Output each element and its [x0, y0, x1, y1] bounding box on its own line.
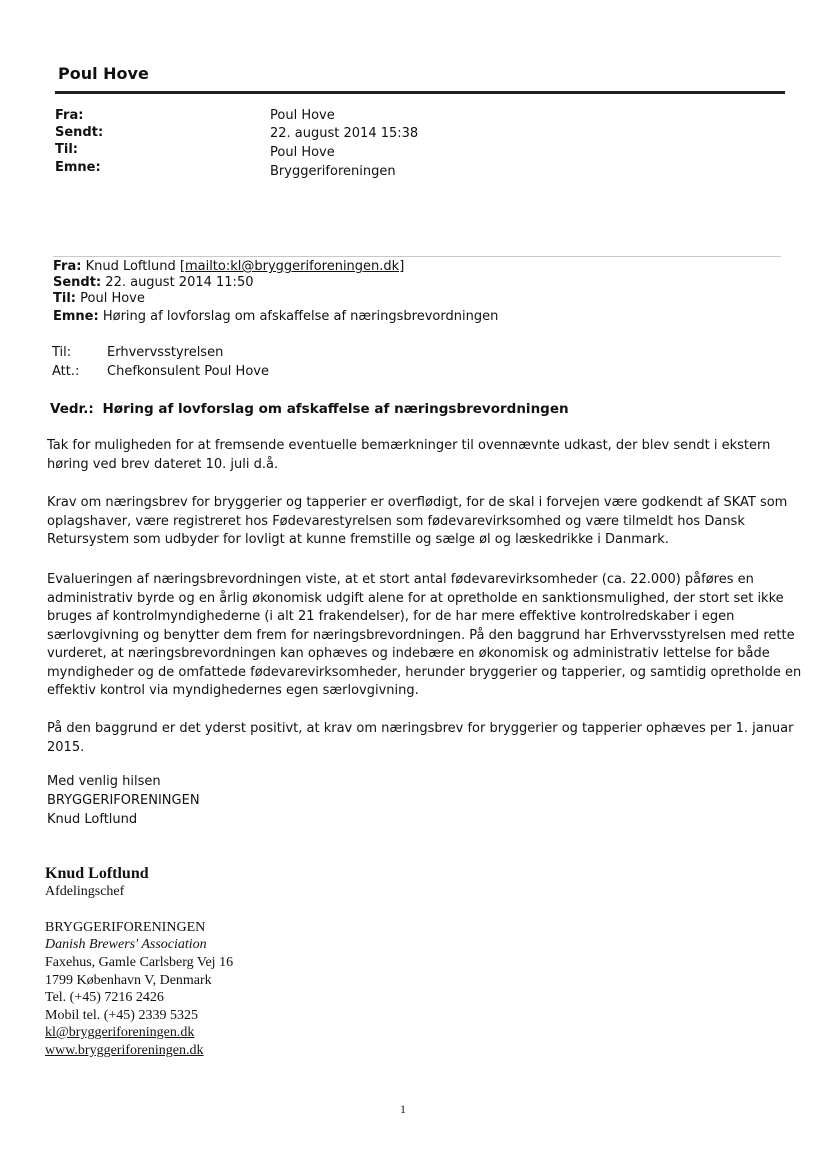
signature-address-1: Faxehus, Gamle Carlsberg Vej 16	[45, 955, 234, 970]
body-line: 2015.	[47, 739, 85, 755]
body-line: administrativ byrde og en årlig økonomisk udgift alene for at opretholde en sanktionsmulighed, der stort set ikke	[47, 590, 784, 606]
header-subject-label: Emne:	[55, 160, 101, 175]
body-line: Evalueringen af næringsbrevordningen viste, at et stort antal fødevarevirksomheder (ca. 22.000) påføres en	[47, 572, 754, 587]
signature-org: BRYGGERIFORENINGEN	[45, 920, 206, 935]
body-line: særlovgivning og benytter dem frem for næringsbrevordningen. På den baggrund har Erhvervsstyrelsen med rette	[47, 627, 795, 643]
signature-name: Knud Loftlund	[45, 865, 149, 882]
letter-att-label: Att.:	[52, 364, 80, 379]
body-line: Tak for muligheden for at fremsende eventuelle bemærkninger til ovennævnte udkast, der blev sendt i ekstern	[47, 438, 771, 453]
body-line: Krav om næringsbrev for bryggerier og tapperier er overflødigt, for de skal i forvejen være godkendt af SKAT som	[47, 495, 788, 510]
letter-to-label: Til:	[52, 345, 72, 360]
header-from-label: Fra:	[55, 108, 84, 123]
closing-name: Knud Loftlund	[47, 812, 138, 827]
signature-title: Afdelingschef	[45, 884, 125, 899]
body-line: På den baggrund er det yderst positivt, at krav om næringsbrev for bryggerier og tapperier ophæves per 1. januar	[47, 721, 794, 736]
forward-from-name: Knud Loftlund	[85, 259, 176, 274]
letter-subject-value: Høring af lovforslag om afskaffelse af næringsbrevordningen	[102, 401, 569, 417]
header-to-label: Til:	[55, 142, 78, 157]
header-from-value: Poul Hove	[270, 108, 335, 123]
letter-subject-label: Vedr.:	[50, 401, 94, 417]
forward-divider	[53, 256, 781, 257]
header-to-value: Poul Hove	[270, 145, 335, 160]
forward-to-label: Til:	[53, 291, 76, 306]
signature-web-link[interactable]: www.bryggeriforeningen.dk	[45, 1043, 204, 1058]
body-line: høring ved brev dateret 10. juli d.å.	[47, 456, 279, 472]
title-divider	[55, 91, 785, 94]
body-line: myndigheder og de omfattede fødevarevirksomheder, herunder bryggerier og tapperier, og samtidig opretholde en	[47, 664, 802, 680]
closing-org: BRYGGERIFORENINGEN	[47, 793, 200, 808]
header-sent-label: Sendt:	[55, 125, 104, 140]
body-line: vurderet, at næringsbrevordningen kan ophæves og indebære en økonomisk og administrativ lettelse for både	[47, 646, 770, 661]
body-line: bruges af kontrolmyndighederne (i alt 21 frakendelser), for de har mere effektive kontrolredskaber i egen	[47, 609, 735, 624]
closing-greeting: Med venlig hilsen	[47, 774, 161, 789]
body-paragraph-4	[47, 720, 793, 757]
forward-from-label: Fra:	[53, 259, 82, 274]
forward-sent-label: Sendt:	[53, 275, 102, 290]
forward-sent-value: 22. august 2014 11:50	[105, 275, 254, 290]
forward-from-mail-link[interactable]: [mailto:kl@bryggeriforeningen.dk]	[179, 259, 405, 274]
body-line: Retursystem som udbyder for lovligt at kunne fremstille og sælge øl og læskedrikke i Danmark.	[47, 532, 669, 547]
forward-sent-line	[53, 275, 253, 290]
body-line: effektiv kontrol via myndighedernes egen særlovgivning.	[47, 683, 419, 698]
letter-to-value: Erhvervsstyrelsen	[107, 345, 224, 360]
signature-mobile: Mobil tel. (+45) 2339 5325	[45, 1008, 198, 1023]
signature-address-2: 1799 København V, Denmark	[45, 973, 212, 988]
header-subject-value: Bryggeriforeningen	[270, 164, 396, 179]
header-sent-value: 22. august 2014 15:38	[270, 126, 419, 141]
forward-to-value: Poul Hove	[80, 291, 145, 306]
signature-email-link[interactable]: kl@bryggeriforeningen.dk	[45, 1025, 195, 1040]
body-paragraph-1	[47, 437, 770, 474]
body-paragraph-2	[47, 494, 787, 550]
forward-to-line	[53, 291, 145, 306]
closing-block	[47, 772, 200, 829]
forward-subject-line	[53, 309, 498, 324]
letter-att-value: Chefkonsulent Poul Hove	[107, 364, 269, 379]
body-line: oplagshaver, være registreret hos Fødevarestyrelsen som fødevarevirksomhed og være tilmeldt hos Dansk	[47, 513, 745, 529]
page-number: 1	[400, 1102, 406, 1116]
forward-subject-label: Emne:	[53, 309, 99, 324]
body-paragraph-3	[47, 571, 801, 701]
letter-subject	[50, 401, 569, 417]
forward-from-line	[53, 259, 404, 274]
signature-org-en: Danish Brewers' Association	[45, 937, 207, 952]
signature-tel: Tel. (+45) 7216 2426	[45, 990, 164, 1005]
forward-subject-value: Høring af lovforslag om afskaffelse af næringsbrevordningen	[102, 309, 499, 324]
page-title: Poul Hove	[58, 64, 149, 83]
